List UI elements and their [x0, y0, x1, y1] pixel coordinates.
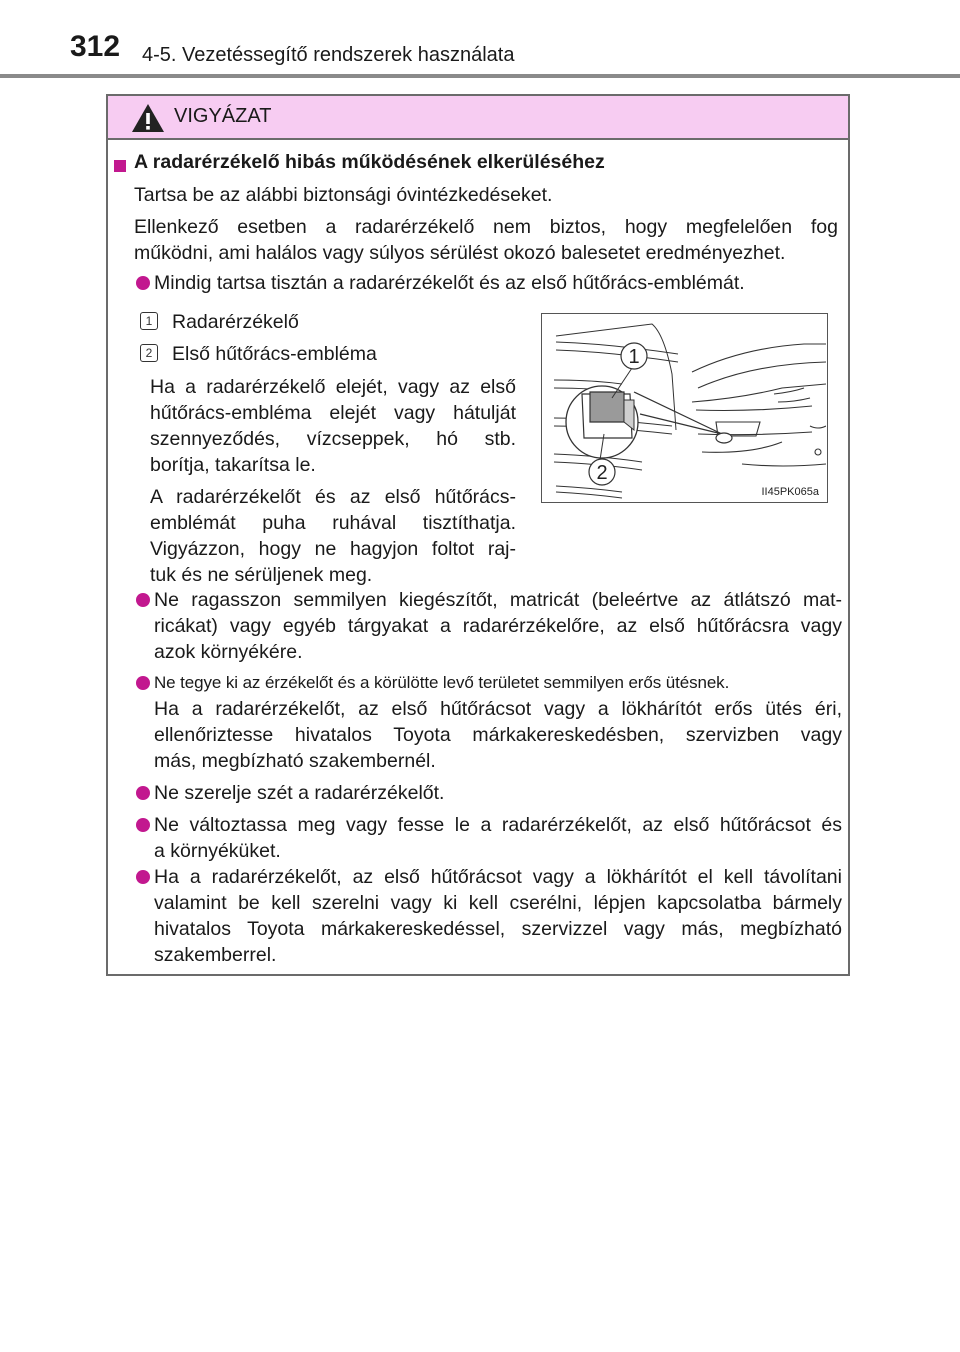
clean-text-line-2: hűtőrács-embléma elejét vagy hátulját — [150, 402, 516, 424]
heading-marker — [114, 160, 126, 172]
legend-label-1: Radarérzékelő — [172, 311, 299, 333]
callout-1: 1 — [628, 346, 640, 368]
wipe-text-line-2: emblémát puha ruhával tisztíthatja. — [150, 512, 516, 534]
warning-triangle-icon — [130, 102, 166, 134]
radar-sensor-illustration — [542, 314, 826, 501]
bullet-5-line-1: Ne változtassa meg vagy fesse le a radarérzékelőt, az első hűtőrácsot és — [154, 814, 842, 836]
bullet-1-text: Mindig tartsa tisztán a radarérzékelőt és az első hűtőrács-emblémát. — [154, 272, 745, 294]
header-rule — [0, 74, 960, 78]
wipe-text-line-3: Vigyázzon, hogy ne hagyjon foltot raj- — [150, 538, 516, 560]
intro-text-2-line-2: működni, ami halálos vagy súlyos sérülést okozó balesetet eredményezhet. — [134, 242, 786, 264]
clean-text-line-1: Ha a radarérzékelő elejét, vagy az első — [150, 376, 516, 398]
caution-header — [108, 96, 848, 140]
legend-badge-1: 1 — [140, 312, 158, 330]
wipe-text-line-4: tuk és ne sérüljenek meg. — [150, 564, 373, 586]
bullet-dot — [136, 786, 150, 800]
intro-text-2-line-1: Ellenkező esetben a radarérzékelő nem biztos, hogy megfelelően fog — [134, 216, 838, 238]
bullet-3-line-4: más, megbízható szakembernél. — [154, 750, 436, 772]
bullet-2-line-1: Ne ragasszon semmilyen kiegészítőt, matricát (beleértve az átlátszó mat- — [154, 589, 842, 611]
radar-figure — [541, 313, 828, 503]
clean-text-line-4: borítja, takarítsa le. — [150, 454, 316, 476]
wipe-text-line-1: A radarérzékelőt és az első hűtőrács- — [150, 486, 516, 508]
intro-text-1: Tartsa be az alábbi biztonsági óvintézkedéseket. — [134, 184, 553, 206]
bullet-5-line-2: a környéküket. — [154, 840, 281, 862]
bullet-6-line-1: Ha a radarérzékelőt, az első hűtőrácsot vagy a lökhárítót el kell távolítani — [154, 866, 842, 888]
bullet-2-line-3: azok környékére. — [154, 641, 303, 663]
page-number: 312 — [70, 30, 121, 63]
bullet-dot — [136, 593, 150, 607]
caution-heading: A radarérzékelő hibás működésének elkerüléséhez — [134, 151, 605, 173]
bullet-3-line-3: ellenőriztesse hivatalos Toyota márkakereskedésben, szervizben vagy — [154, 724, 842, 746]
bullet-6-line-2: valamint be kell szerelni vagy ki kell cserélni, lépjen kapcsolatba bármely — [154, 892, 842, 914]
figure-code: II45PK065a — [761, 486, 819, 498]
legend-badge-2: 2 — [140, 344, 158, 362]
bullet-dot — [136, 676, 150, 690]
bullet-dot — [136, 276, 150, 290]
bullet-2-line-2: ricákat) vagy egyéb tárgyakat a radarérzékelőre, az első hűtőrácsra vagy — [154, 615, 842, 637]
legend-label-2: Első hűtőrács-embléma — [172, 343, 377, 365]
bullet-6-line-4: szakemberrel. — [154, 944, 277, 966]
section-title: 4-5. Vezetéssegítő rendszerek használata — [142, 44, 515, 66]
bullet-6-line-3: hivatalos Toyota márkakereskedéssel, szervizzel vagy más, megbízható — [154, 918, 842, 940]
bullet-dot — [136, 870, 150, 884]
caution-label: VIGYÁZAT — [174, 105, 272, 127]
callout-2: 2 — [596, 462, 608, 484]
bullet-4-text: Ne szerelje szét a radarérzékelőt. — [154, 782, 445, 804]
bullet-3-line-1: Ne tegye ki az érzékelőt és a körülötte levő területet semmilyen erős ütésnek. — [154, 673, 730, 692]
clean-text-line-3: szennyeződés, vízcseppek, hó stb. — [150, 428, 516, 450]
bullet-3-line-2: Ha a radarérzékelőt, az első hűtőrácsot vagy a lökhárítót erős ütés éri, — [154, 698, 842, 720]
bullet-dot — [136, 818, 150, 832]
